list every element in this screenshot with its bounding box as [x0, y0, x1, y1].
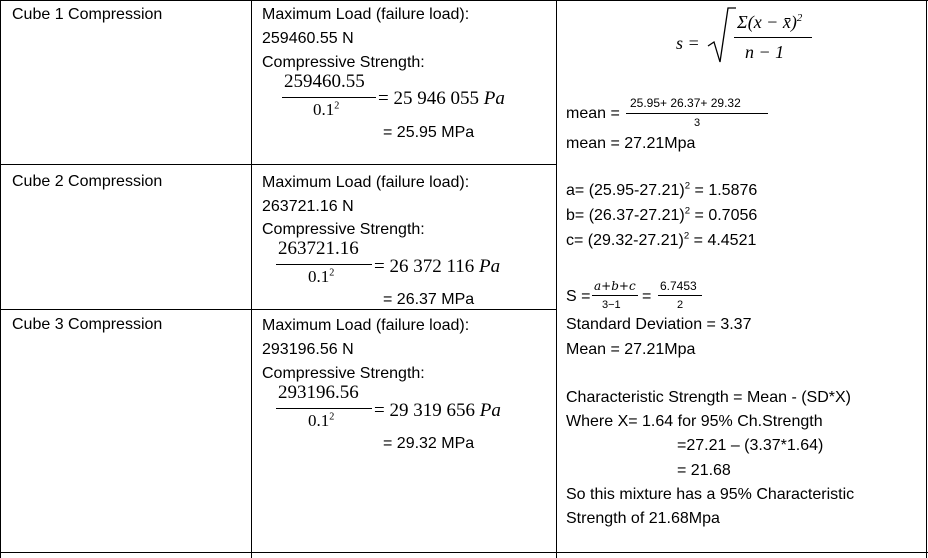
sd-formula-numerator: Σ(x − x̄)$^2$: [737, 12, 803, 32]
row-divider-1: [0, 164, 557, 165]
mean-denominator: 3: [694, 117, 701, 129]
pa-result-cube3: = 29 319 656 Pa: [374, 400, 501, 421]
load-label-cube3: Maximum Load (failure load):: [262, 317, 470, 334]
fraction-bar-cube3: [276, 408, 372, 409]
deviation-c: $c= (29.32-27.21)^2 = 4.4521$: [566, 230, 757, 249]
mpa-result-cube3: = 29.32 MPa: [383, 435, 475, 452]
table-border-right: [926, 0, 927, 558]
fraction-denominator-cube3: $0.1^2$: [308, 411, 335, 430]
strength-label-cube1: Compressive Strength:: [262, 54, 425, 71]
table-bottom-line: [0, 552, 928, 553]
standard-deviation: Standard Deviation = 3.37: [566, 316, 752, 333]
table-border-top: [0, 0, 928, 1]
sd-formula-denominator: n − 1: [745, 42, 785, 62]
fraction-denominator-cube2: $0.1^2$: [308, 267, 335, 286]
strength-label-cube3: Compressive Strength:: [262, 365, 425, 382]
load-label-cube2: Maximum Load (failure load):: [262, 174, 470, 191]
s-fraction2-denominator: 2: [677, 299, 684, 311]
deviation-a: $a= (25.95-27.21)^2 = 1.5876$: [566, 180, 758, 199]
conclusion-line-2: Strength of 21.68Mpa: [566, 510, 720, 527]
conclusion-line-1: So this mixture has a 95% Characteristic: [566, 486, 855, 503]
s-fraction1-numerator: a+b+c: [594, 279, 636, 293]
column-divider-2: [556, 0, 557, 558]
row-label-cube3: Cube 3 Compression: [12, 316, 163, 333]
fraction-numerator-cube3: 293196.56: [278, 382, 359, 403]
characteristic-result: = 21.68: [677, 462, 731, 479]
row-label-cube2: Cube 2 Compression: [12, 173, 163, 190]
load-label-cube1: Maximum Load (failure load):: [262, 6, 470, 23]
s-fraction2-bar: [658, 295, 702, 296]
fraction-bar-cube2: [276, 264, 372, 265]
s-equals: =: [642, 288, 652, 305]
sd-formula-lhs: s =: [676, 33, 700, 53]
fraction-denominator-cube1: $0.1^2$: [313, 100, 340, 119]
load-value-cube2: 263721.16 N: [262, 198, 354, 215]
table-border-left: [0, 0, 1, 558]
characteristic-formula: Characteristic Strength = Mean - (SD*X): [566, 389, 851, 406]
mean-result: mean = 27.21Mpa: [566, 135, 696, 152]
characteristic-calc: =27.21 – (3.37*1.64): [677, 437, 824, 454]
mean-numerator: 25.95+ 26.37+ 29.32: [630, 96, 741, 110]
strength-label-cube2: Compressive Strength:: [262, 221, 425, 238]
sd-formula-bar: [734, 37, 812, 38]
deviation-b: $b= (26.37-27.21)^2 = 0.7056$: [566, 205, 758, 224]
s-fraction2-numerator: 6.7453: [660, 279, 697, 293]
s-fraction1-denominator: 3−1: [602, 299, 621, 311]
mpa-result-cube1: = 25.95 MPa: [383, 124, 475, 141]
s-fraction1-bar: [592, 295, 638, 296]
load-value-cube1: 259460.55 N: [262, 30, 354, 47]
s-prefix: S =: [566, 288, 591, 305]
mean-fraction-bar: [626, 113, 768, 114]
fraction-numerator-cube1: 259460.55: [284, 71, 365, 92]
column-divider-1: [251, 0, 252, 558]
mpa-result-cube2: = 26.37 MPa: [383, 291, 475, 308]
mean-summary: Mean = 27.21Mpa: [566, 341, 696, 358]
mean-prefix: mean =: [566, 105, 620, 122]
pa-result-cube2: = 26 372 116 Pa: [374, 256, 501, 277]
pa-result-cube1: = 25 946 055 Pa: [378, 88, 505, 109]
fraction-bar-cube1: [282, 97, 376, 98]
sqrt-radical-icon: [706, 4, 736, 66]
load-value-cube3: 293196.56 N: [262, 341, 354, 358]
row-label-cube1: Cube 1 Compression: [12, 6, 163, 23]
fraction-numerator-cube2: 263721.16: [278, 238, 359, 259]
characteristic-x-note: Where X= 1.64 for 95% Ch.Strength: [566, 413, 823, 430]
